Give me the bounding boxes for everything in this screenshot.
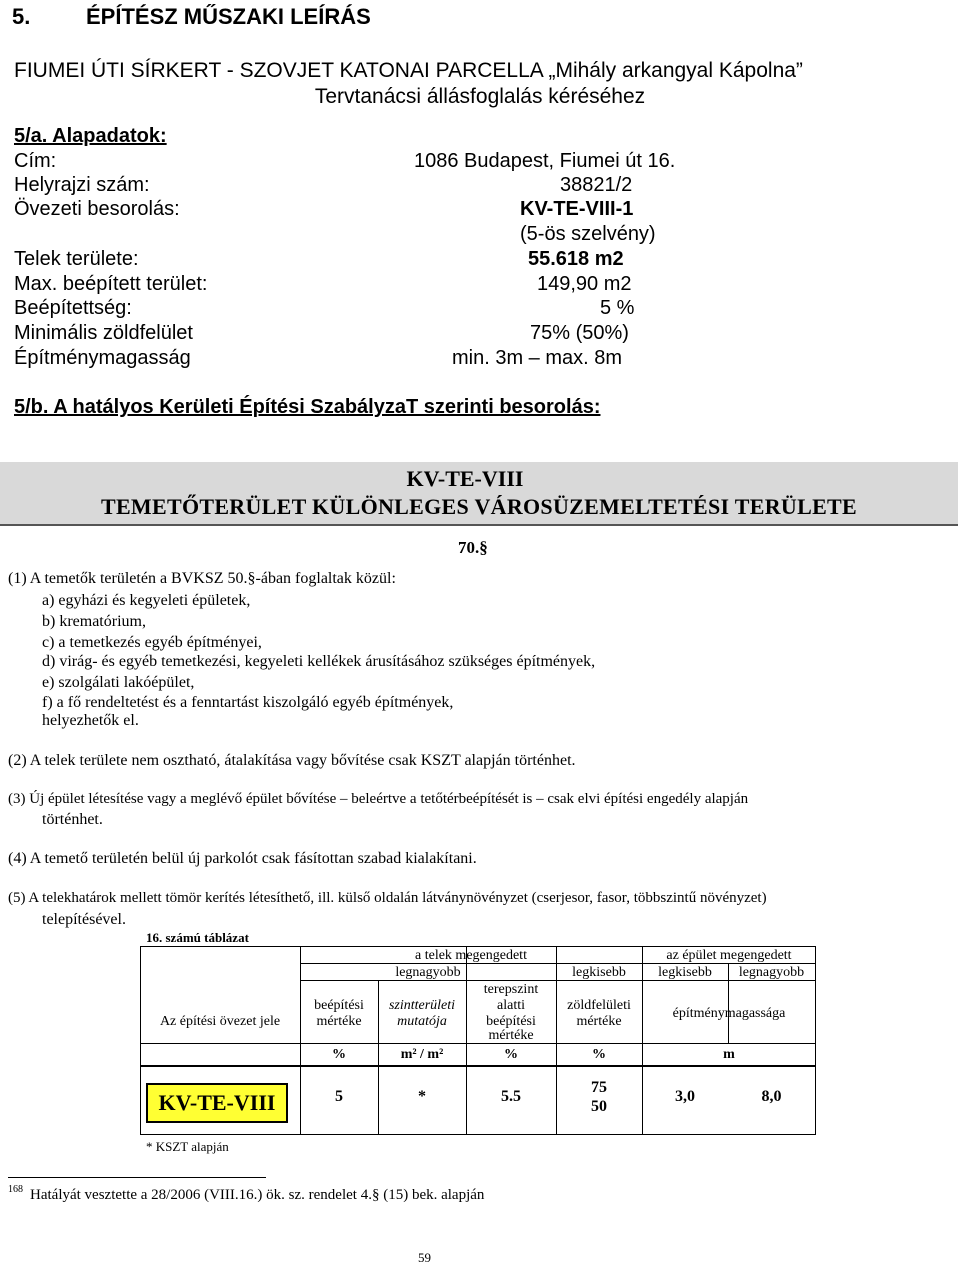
row-label-plot-area: Telek területe:	[14, 248, 139, 270]
footnote-text: Hatályát vesztette a 28/2006 (VIII.16.) ök. sz. rendelet 4.§ (15) bek. alapján	[30, 1187, 485, 1203]
value-height-max: 8,0	[761, 1088, 782, 1105]
group-header-building: az épület megengedett	[666, 948, 792, 963]
zone-code-highlight	[146, 1083, 288, 1123]
row-label-max-built-area: Max. beépített terület:	[14, 273, 208, 295]
clause-3-line1: (3) Új épület létesítése vagy a meglévő épület bővítése – beleértve a tetőtérbeépítését is – csak elvi építési engedély alapján	[8, 791, 749, 807]
clause-1-item-f: f) a fő rendeltetést és a fenntartást kiszolgáló egyéb építmények,	[42, 694, 454, 711]
column-header-green-2: mértéke	[576, 1014, 622, 1029]
clause-1-item-e: e) szolgálati lakóépület,	[42, 674, 195, 691]
project-title-line2: Tervtanácsi állásfoglalás kéréséhez	[314, 85, 646, 108]
row-value-zone: KV-TE-VIII-1	[520, 198, 634, 220]
clause-3-line2: történhet.	[42, 811, 103, 828]
row-value-address: 1086 Budapest, Fiumei út 16.	[414, 150, 676, 172]
sub-header-largest-2: legnagyobb	[738, 965, 805, 980]
zone-code-heading: KV-TE-VIII	[406, 466, 524, 491]
table-rule	[815, 946, 816, 1135]
table-caption: 16. számú táblázat	[146, 930, 249, 945]
section-title: ÉPÍTÉSZ MŰSZAKI LEÍRÁS	[86, 4, 371, 29]
footnote-number: 168	[8, 1184, 23, 1195]
value-height-min: 3,0	[675, 1088, 695, 1105]
footnote-divider	[8, 1177, 266, 1178]
clause-5-line2: telepítésével.	[42, 911, 126, 928]
column-header-height: építménymagassága	[672, 1006, 786, 1021]
table-rule	[300, 980, 816, 981]
column-header-zone: Az építési övezet jele	[159, 1014, 281, 1029]
clause-4: (4) A temető területén belül új parkolót csak fásítottan szabad kialakítani.	[8, 850, 477, 867]
section-heading	[12, 4, 371, 30]
group-header-plot: a telek megengedett	[415, 948, 527, 963]
row-value-plot-area: 55.618 m2	[528, 248, 624, 270]
row-label-lot-number: Helyrajzi szám:	[14, 174, 150, 196]
clause-5-line1: (5) A telekhatárok mellett tömör kerítés létesíthető, ill. külső oldalán látványnövényzet (cserjesor, fasor, többszintű növényzet)	[8, 890, 767, 906]
value-terrain: 5.5	[501, 1088, 521, 1105]
unit-height: m	[723, 1047, 735, 1062]
page-number: 59	[418, 1250, 431, 1265]
row-label-green-area: Minimális zöldfelület	[14, 322, 193, 344]
section-number: 5.	[12, 4, 31, 29]
basic-data-heading: 5/a. Alapadatok:	[14, 125, 167, 147]
value-green-2: 50	[591, 1098, 607, 1115]
row-label-address: Cím:	[14, 150, 57, 172]
column-header-terrain-2: alatti	[497, 998, 525, 1013]
value-built: 5	[335, 1088, 343, 1105]
clause-1-intro: (1) A temetők területén a BVKSZ 50.§-ában foglaltak közül:	[8, 570, 396, 587]
clause-1-item-c: c) a temetkezés egyéb építményei,	[42, 634, 262, 651]
row-label-built-ratio: Beépítettség:	[14, 297, 132, 319]
table-rule	[140, 946, 816, 947]
row-label-building-height: Építménymagasság	[14, 347, 191, 369]
unit-floor: m² / m²	[400, 1047, 444, 1062]
column-header-built-1: beépítési	[314, 998, 364, 1013]
sub-header-smallest: legkisebb	[572, 965, 626, 980]
table-rule	[140, 1065, 816, 1067]
row-value-max-built-area: 149,90 m2	[537, 273, 632, 295]
row-label-zone: Övezeti besorolás:	[14, 198, 180, 220]
table-rule	[140, 946, 141, 1135]
project-title-line1: FIUMEI ÚTI SÍRKERT - SZOVJET KATONAI PARCELLA „Mihály arkangyal Kápolna”	[14, 59, 803, 82]
clause-1-item-a: a) egyházi és kegyeleti épületek,	[42, 592, 251, 609]
row-value-green-area: 75% (50%)	[530, 322, 629, 344]
row-value-building-height: min. 3m – max. 8m	[452, 347, 623, 369]
clause-2: (2) A telek területe nem osztható, átalakítása vagy bővítése csak KSZT alapján történhet.	[8, 752, 576, 769]
clause-1-item-b: b) krematórium,	[42, 613, 146, 630]
zone-code-cell: KV-TE-VIII	[158, 1090, 276, 1115]
table-footnote: * KSZT alapján	[146, 1139, 229, 1154]
column-header-terrain-4: mértéke	[488, 1028, 534, 1043]
sub-header-smallest-2: legkisebb	[658, 965, 712, 980]
paragraph-mark: 70.§	[458, 538, 488, 557]
value-green-1: 75	[591, 1079, 607, 1096]
unit-built: %	[332, 1047, 346, 1062]
column-header-built-2: mértéke	[316, 1014, 362, 1029]
row-value-zone-section: (5-ös szelvény)	[520, 223, 656, 245]
clause-1-end: helyezhetők el.	[42, 712, 139, 729]
row-value-lot-number: 38821/2	[560, 174, 633, 196]
column-header-floor-2: mutatója	[397, 1014, 447, 1029]
unit-terrain: %	[504, 1047, 518, 1062]
classification-heading: 5/b. A hatályos Kerületi Építési SzabályzaT szerinti besorolás:	[14, 396, 601, 418]
value-floor: *	[418, 1088, 426, 1105]
row-value-built-ratio: 5 %	[600, 297, 635, 319]
column-header-floor-1: szintterületi	[388, 998, 456, 1013]
zone-title-heading: TEMETŐTERÜLET KÜLÖNLEGES VÁROSÜZEMELTETÉSI TERÜLETE	[100, 494, 858, 519]
clause-1-item-d: d) virág- és egyéb temetkezési, kegyeleti kellékek árusításához szükséges építmények,	[42, 653, 596, 670]
column-header-green-1: zöldfelületi	[567, 998, 631, 1013]
column-header-terrain-1: terepszint	[483, 982, 539, 997]
column-header-terrain-3: beépítési	[486, 1014, 536, 1029]
zone-header-band	[0, 462, 958, 526]
sub-header-largest: legnagyobb	[395, 965, 461, 980]
unit-green: %	[592, 1047, 606, 1062]
table-rule	[140, 1134, 816, 1135]
